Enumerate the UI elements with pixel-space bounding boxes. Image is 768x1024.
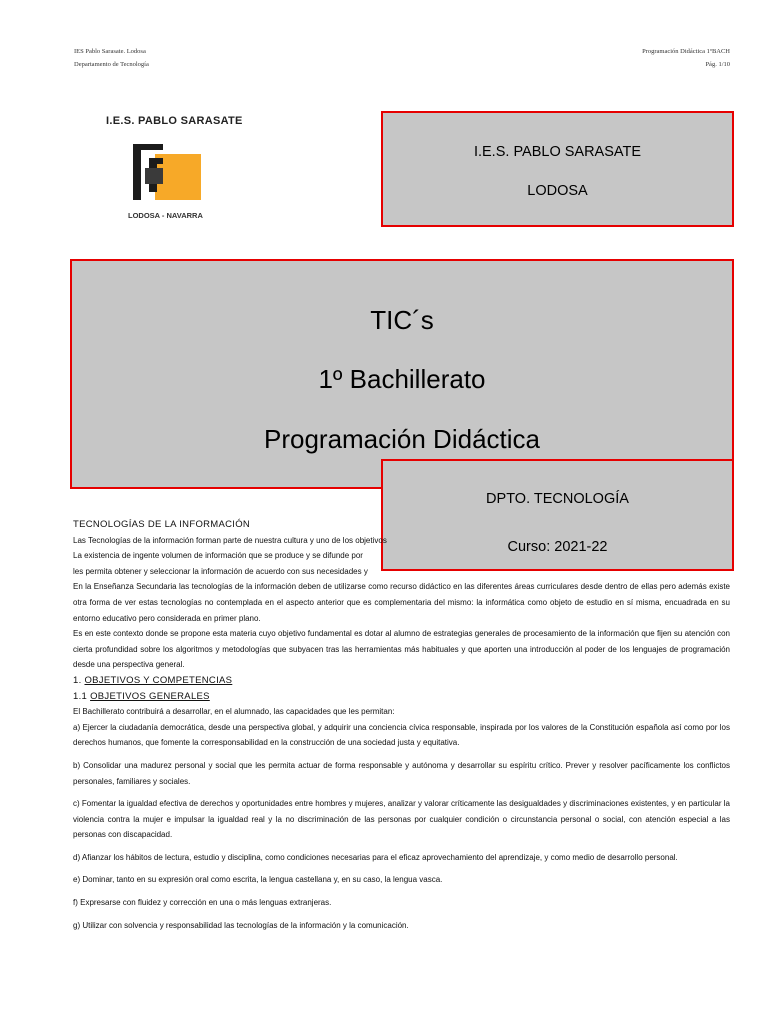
header-page-number: Pág. 1/10 [705,61,730,68]
heading-text: OBJETIVOS Y COMPETENCIAS [84,674,233,686]
intro-paragraph: Las Tecnologías de la información forman parte de nuestra cultura y uno de los objetivos [73,535,387,545]
intro-paragraph: les permita obtener y seleccionar la información de acuerdo con sus necesidades y [73,566,368,576]
intro-paragraph: Es en este contexto donde se propone esta materia cuyo objetivo fundamental es dotar al alumno de estrategias generales de procesamiento de la información que fijen su atención con cierta profundidad sobre los algoritmos y metodologías que subyacen tras las herramientas más habituales y que aporten una introducción al poder de los lenguajes de programación desde una perspectiva general. [73,629,730,670]
objective-c: c) Fomentar la igualdad efectiva de derechos y oportunidades entre hombres y mujeres, analizar y valorar críticamente las desigualdades y discriminaciones existentes, y en particular la violencia contra la mujer e impulsar la igualdad real y la no discriminación de las personas por cualquier condición o circunstancia personal o social, con atención especial a las personas con discapacidad. [73,799,730,840]
objective-e: e) Dominar, tanto en su expresión oral como escrita, la lengua castellana y, en su caso, la lengua vasca. [73,875,443,885]
subject-title: TIC´s [370,305,434,335]
logo-title: I.E.S. PABLO SARASATE [106,115,243,127]
logo-subtitle: LODOSA - NAVARRA [128,211,203,220]
document-type-title: Programación Didáctica [263,424,540,454]
department-name: DPTO. TECNOLOGÍA [486,491,629,507]
objectives-lead: El Bachillerato contribuirá a desarrollar, en el alumnado, las capacidades que les permitan: [73,707,395,717]
header-school: IES Pablo Sarasate. Lodosa [74,48,146,55]
academic-year: Curso: 2021-22 [507,539,608,555]
heading-number: 1.1 [73,690,88,702]
header-department: Departamento de Tecnología [74,61,149,68]
school-name: I.E.S. PABLO SARASATE [473,144,642,160]
logo-emblem-icon [131,140,211,204]
objective-f: f) Expresarse con fluidez y corrección en una o más lenguas extranjeras. [73,898,332,908]
course-title: 1º Bachillerato [318,364,486,394]
objective-g: g) Utilizar con solvencia y responsabilidad las tecnologías de la información y la comunicación. [73,920,409,930]
document-body [73,517,730,933]
heading-objectives [73,673,730,689]
school-logo [96,112,246,230]
heading-general-objectives [73,689,730,705]
objective-a: a) Ejercer la ciudadanía democrática, desde una perspectiva global, y adquirir una conciencia cívica responsable, inspirada por los valores de la Constitución española así como por los derechos humanos, que fomente la corresponsabilidad en la construcción de una sociedad justa y equitativa. [73,722,730,748]
intro-paragraph: La existencia de ingente volumen de información que se produce y se difunde por [73,551,363,561]
objective-d: d) Afianzar los hábitos de lectura, estudio y disciplina, como condiciones necesarias para el eficaz aprovechamiento del aprendizaje, y como medio de desarrollo personal. [73,852,678,862]
heading-text: OBJETIVOS GENERALES [90,690,210,702]
document-title-box [70,259,734,489]
objective-b: b) Consolidar una madurez personal y social que les permita actuar de forma responsable y autónoma y desarrollar su espíritu crítico. Prever y resolver pacíficamente los conflictos personales, familiares y sociales. [73,760,730,786]
heading-number: 1. [73,674,82,686]
intro-paragraph: En la Enseñanza Secundaria las tecnologías de la información deben de utilizarse como recurso didáctico en las diferentes áreas curriculares desde dentro de ellas pero además existe otra forma de ver estas tecnologías no contemplada en el aspecto anterior que es complementaria del mismo: la informática como objeto de estudio en sí misma, encuadrada en su entorno educativo pero considerada en primer plano. [73,582,730,623]
section-title: TECNOLOGÍAS DE LA INFORMACIÓN [73,519,251,530]
header-document-title: Programación Didáctica 1ºBACH [642,48,730,55]
school-name-box [381,111,734,227]
school-town: LODOSA [527,183,588,199]
